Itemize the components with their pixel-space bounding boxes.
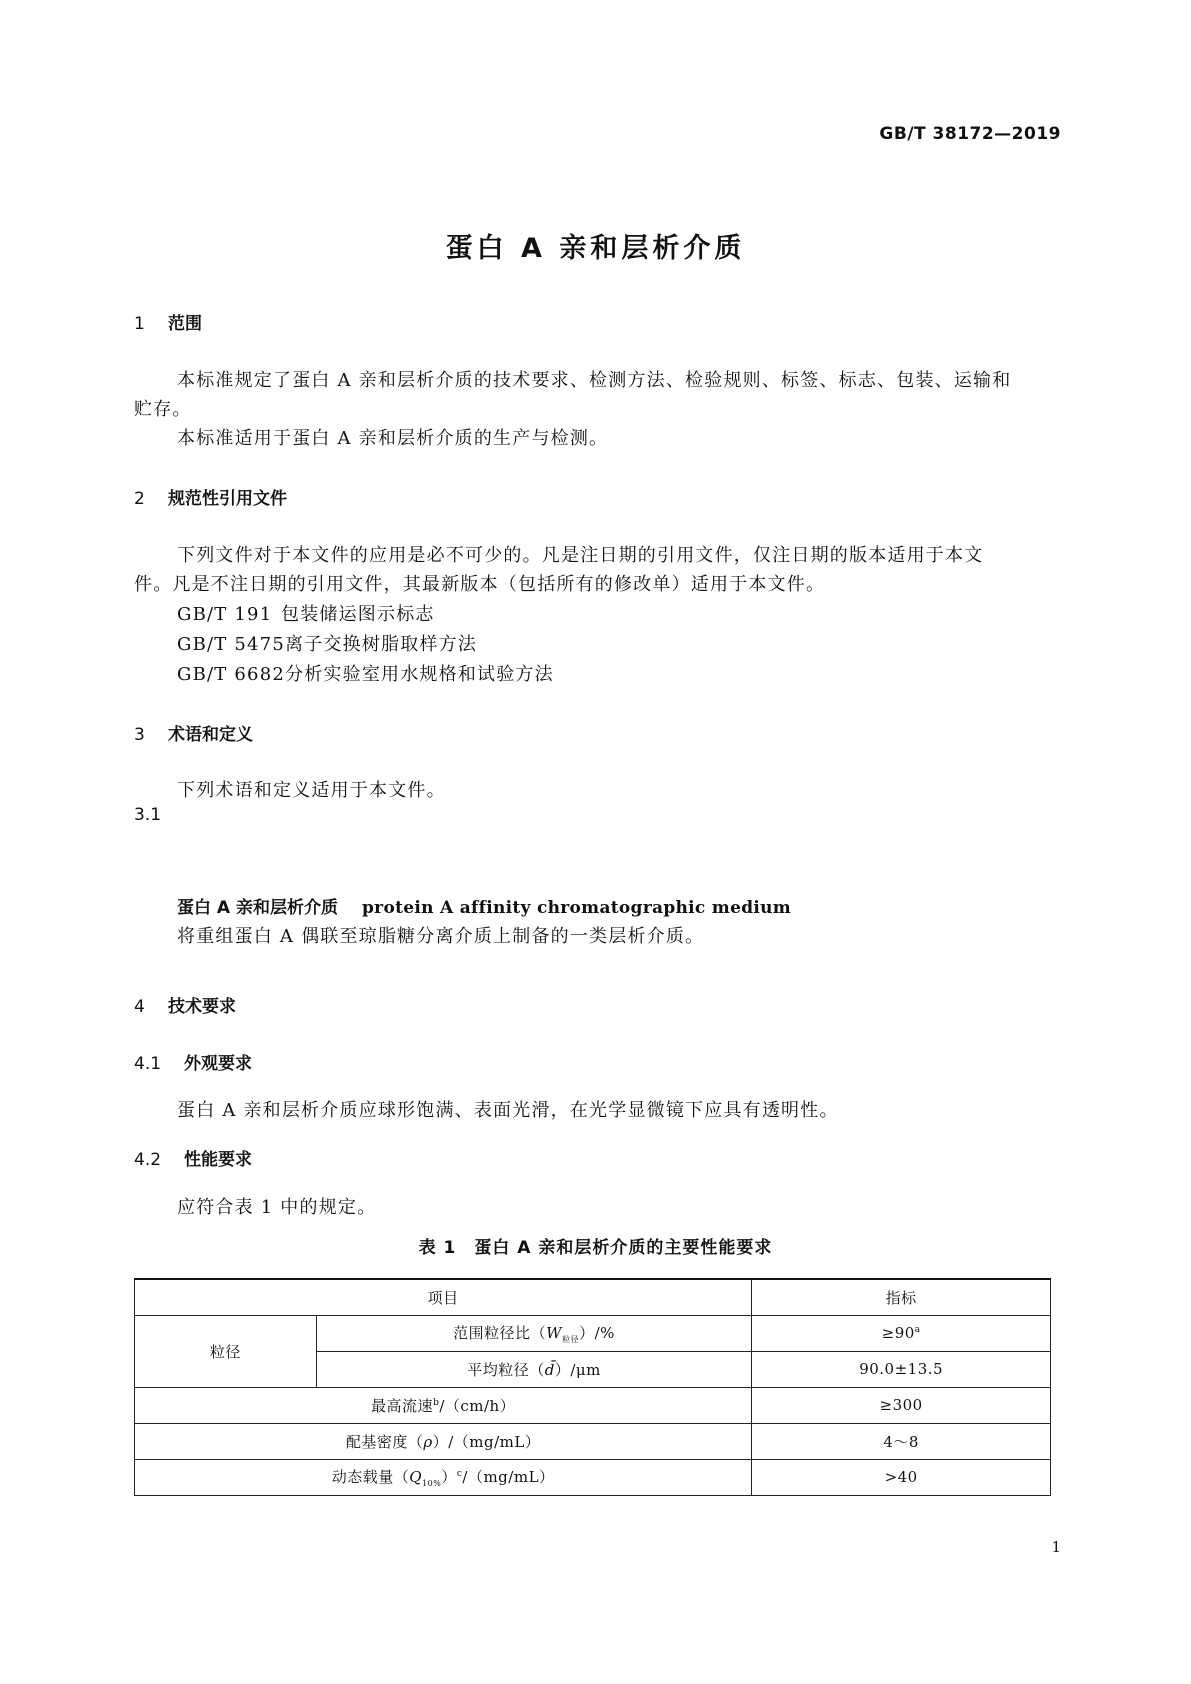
table-label-cell: 范围粒径比$(W_{粒径})/\%$: [316, 1315, 752, 1351]
paragraph: 本标准适用于蛋白 A 亲和层析介质的生产与检测。: [177, 428, 609, 449]
paragraph: 蛋白 A 亲和层析介质应球形饱满、表面光滑，在光学显微镜下应具有透明性。: [177, 1100, 839, 1121]
subscript: 10%: [422, 1479, 442, 1488]
table-header-item: 项目: [135, 1279, 752, 1315]
table-title: 表 1 蛋白 A 亲和层析介质的主要性能要求: [418, 1238, 773, 1258]
table-row: [135, 1423, 1051, 1459]
paragraph: 本标准规定了蛋白 A 亲和层析介质的技术要求、检测方法、检验规则、标签、标志、包装、运输和: [177, 370, 1012, 391]
performance-table: [134, 1278, 1051, 1496]
section-4-2-heading: [134, 1145, 252, 1170]
page-number: 1: [1051, 1538, 1061, 1556]
variable: Q: [409, 1468, 423, 1486]
table-row: [135, 1387, 1051, 1423]
reference-title: 离子交换树脂取样方法: [285, 634, 478, 655]
paragraph: 件。凡是不注日期的引用文件，其最新版本（包括所有的修改单）适用于本文件。: [134, 574, 826, 595]
table-value-cell: >40: [752, 1459, 1051, 1495]
variable: ρ: [423, 1432, 433, 1451]
table-value-cell: 4～8: [752, 1423, 1051, 1459]
paragraph: 应符合表 1 中的规定。: [177, 1197, 377, 1218]
table-label-cell: 配基密度（ρ）/（mg/mL）: [135, 1423, 752, 1459]
footnote-mark: b: [433, 1397, 440, 1408]
table-row: [135, 1315, 1051, 1351]
variable: d̄: [544, 1360, 555, 1379]
section-title: 性能要求: [184, 1150, 252, 1170]
table-header-row: [135, 1279, 1051, 1315]
table-value-cell: $\ge 90^a$: [752, 1315, 1051, 1351]
section-number: 4.1: [134, 1054, 162, 1074]
section-number: 3: [134, 725, 145, 745]
reference-item: [177, 630, 477, 656]
subscript: 粒径: [562, 1334, 580, 1344]
footnote-mark: a: [914, 1325, 921, 1335]
paragraph: 贮存。: [134, 399, 192, 420]
reference-code: GB/T 191: [177, 604, 273, 625]
reference-item: [177, 660, 554, 686]
section-title: 外观要求: [184, 1054, 252, 1074]
section-title: 术语和定义: [168, 725, 253, 745]
paragraph: 下列术语和定义适用于本文件。: [177, 780, 446, 801]
section-1-heading: [134, 309, 202, 334]
table-group-cell: 粒径: [135, 1315, 317, 1387]
reference-title: 包装储运图示标志: [281, 604, 435, 625]
table-value-cell: ≥300: [752, 1387, 1051, 1423]
section-number: 2: [134, 489, 145, 509]
reference-code: GB/T 6682: [177, 664, 286, 685]
section-4-heading: [134, 992, 236, 1017]
table-label-cell: 动态载量$(Q_{10\%})^c/(mg/mL)$: [135, 1459, 752, 1495]
table-label-cell: 平均粒径（d̄）/μm: [316, 1351, 752, 1387]
reference-item: [177, 600, 435, 626]
document-title: 蛋白 A 亲和层析介质: [445, 233, 746, 264]
term-definition: 将重组蛋白 A 偶联至琼脂糖分离介质上制备的一类层析介质。: [177, 926, 705, 947]
section-title: 技术要求: [168, 997, 236, 1017]
term-number: 3.1: [134, 805, 162, 825]
section-title: 范围: [168, 314, 202, 334]
section-number: 1: [134, 314, 145, 334]
table-label-cell: 最高流速$^b$/（cm/h）: [135, 1387, 752, 1423]
table-header-value: 指标: [752, 1279, 1051, 1315]
standard-number: GB/T 38172—2019: [879, 124, 1061, 144]
term-entry: [177, 893, 791, 918]
section-number: 4: [134, 997, 145, 1017]
term-english: protein A affinity chromatographic medium: [362, 898, 792, 918]
section-3-heading: [134, 720, 253, 745]
term-chinese: 蛋白 A 亲和层析介质: [177, 898, 338, 918]
section-number: 4.2: [134, 1150, 162, 1170]
table-value-cell: 90.0±13.5: [752, 1351, 1051, 1387]
paragraph: 下列文件对于本文件的应用是必不可少的。凡是注日期的引用文件，仅注日期的版本适用于本文: [177, 545, 984, 566]
table-row: [135, 1459, 1051, 1495]
section-2-heading: [134, 484, 287, 509]
variable: W: [546, 1323, 563, 1342]
section-title: 规范性引用文件: [168, 489, 287, 509]
section-4-1-heading: [134, 1049, 252, 1074]
footnote-mark: c: [456, 1469, 463, 1479]
reference-code: GB/T 5475: [177, 634, 286, 655]
reference-title: 分析实验室用水规格和试验方法: [285, 664, 554, 685]
